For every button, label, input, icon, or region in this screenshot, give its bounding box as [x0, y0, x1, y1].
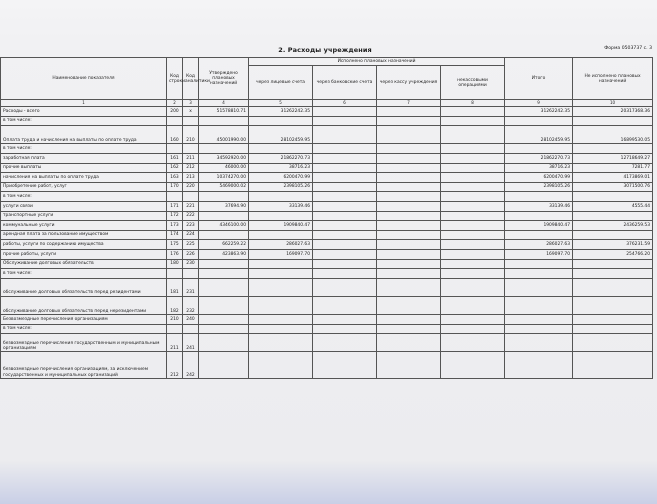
row-name: обслуживание долговых обязательств перед резидентами — [1, 278, 167, 296]
row-via-personal: 6200470.99 — [249, 173, 313, 183]
row-line-code: 161 — [167, 153, 183, 163]
row-via-cash — [377, 352, 441, 379]
row-via-cash — [377, 324, 441, 334]
row-approved: 5469000.02 — [199, 182, 249, 192]
col-name-header: Наименование показателя — [1, 58, 167, 100]
row-total — [505, 315, 573, 325]
row-non-cash — [441, 182, 505, 192]
row-approved: 662259.22 — [199, 240, 249, 250]
column-index-cell: 10 — [573, 100, 653, 107]
row-via-personal: 28102459.95 — [249, 126, 313, 144]
row-total: 1909840.47 — [505, 221, 573, 231]
row-via-personal: 38716.23 — [249, 163, 313, 173]
row-via-cash — [377, 126, 441, 144]
row-approved — [199, 324, 249, 334]
row-via-personal — [249, 324, 313, 334]
row-analytic-code: 221 — [183, 201, 199, 211]
row-approved — [199, 269, 249, 279]
expenses-table — [0, 57, 653, 379]
table-row — [1, 352, 653, 379]
row-analytic-code — [183, 192, 199, 202]
row-approved: 45001990.00 — [199, 126, 249, 144]
row-via-bank — [313, 126, 377, 144]
row-via-bank — [313, 249, 377, 259]
row-via-bank — [313, 221, 377, 231]
row-via-personal — [249, 116, 313, 126]
row-total — [505, 278, 573, 296]
row-via-bank — [313, 230, 377, 240]
row-via-personal — [249, 296, 313, 314]
column-index-cell: 1 — [1, 100, 167, 107]
row-approved — [199, 116, 249, 126]
row-total: 2398105.26 — [505, 182, 573, 192]
row-analytic-code: 232 — [183, 296, 199, 314]
row-approved — [199, 192, 249, 202]
row-via-cash — [377, 296, 441, 314]
row-via-bank — [313, 153, 377, 163]
row-line-code: 200 — [167, 107, 183, 117]
table-row — [1, 173, 653, 183]
table-row — [1, 259, 653, 269]
col-via-personal-header: через лицевые счета — [249, 66, 313, 100]
row-total — [505, 352, 573, 379]
row-name: коммунальные услуги — [1, 221, 167, 231]
row-non-cash — [441, 201, 505, 211]
row-line-code: 212 — [167, 352, 183, 379]
column-index-cell: 9 — [505, 100, 573, 107]
row-line-code: 174 — [167, 230, 183, 240]
row-non-cash — [441, 126, 505, 144]
row-not-executed — [573, 296, 653, 314]
row-line-code: 163 — [167, 173, 183, 183]
table-row — [1, 334, 653, 352]
row-name: прочие работы, услуги — [1, 249, 167, 259]
row-name: Обслуживание долговых обязательств — [1, 259, 167, 269]
row-approved — [199, 211, 249, 221]
row-name: безвозмездные перечисления организациям, за исключением государственных и муниципальных организаций — [1, 352, 167, 379]
row-via-personal — [249, 192, 313, 202]
row-name: в том числе: — [1, 144, 167, 154]
row-not-executed: 254766.20 — [573, 249, 653, 259]
row-via-cash — [377, 192, 441, 202]
row-via-bank — [313, 278, 377, 296]
row-not-executed: 4555.44 — [573, 201, 653, 211]
col-executed-group-header: Исполнено плановых назначений — [249, 58, 505, 66]
row-name: безвозмездные перечисления государственным и муниципальным организациям — [1, 334, 167, 352]
row-via-personal — [249, 352, 313, 379]
row-via-personal — [249, 211, 313, 221]
table-row — [1, 278, 653, 296]
row-name: услуги связи — [1, 201, 167, 211]
row-line-code: 173 — [167, 221, 183, 231]
row-line-code: 180 — [167, 259, 183, 269]
row-name: прочие выплаты — [1, 163, 167, 173]
row-total: 28102459.95 — [505, 126, 573, 144]
row-line-code: 171 — [167, 201, 183, 211]
table-row — [1, 240, 653, 250]
column-index-cell: 5 — [249, 100, 313, 107]
table-row — [1, 192, 653, 202]
row-via-bank — [313, 240, 377, 250]
row-line-code — [167, 192, 183, 202]
table-row — [1, 315, 653, 325]
row-non-cash — [441, 296, 505, 314]
row-name: в том числе: — [1, 116, 167, 126]
row-analytic-code: 226 — [183, 249, 199, 259]
row-via-personal: 33139.46 — [249, 201, 313, 211]
row-non-cash — [441, 144, 505, 154]
row-non-cash — [441, 230, 505, 240]
table-row — [1, 182, 653, 192]
row-line-code — [167, 269, 183, 279]
row-line-code — [167, 144, 183, 154]
row-not-executed: 12718649.27 — [573, 153, 653, 163]
row-total — [505, 211, 573, 221]
row-via-cash — [377, 201, 441, 211]
row-analytic-code — [183, 144, 199, 154]
row-analytic-code: x — [183, 107, 199, 117]
row-non-cash — [441, 173, 505, 183]
row-total: 286027.63 — [505, 240, 573, 250]
row-via-bank — [313, 182, 377, 192]
row-approved: 4346100.00 — [199, 221, 249, 231]
row-analytic-code: 211 — [183, 153, 199, 163]
row-via-bank — [313, 296, 377, 314]
row-name: обслуживание долговых обязательств перед нерезидентами — [1, 296, 167, 314]
row-line-code: 160 — [167, 126, 183, 144]
row-not-executed — [573, 324, 653, 334]
row-via-cash — [377, 211, 441, 221]
column-index-cell: 2 — [167, 100, 183, 107]
row-approved: 51578810.71 — [199, 107, 249, 117]
row-via-bank — [313, 201, 377, 211]
row-via-personal: 286027.63 — [249, 240, 313, 250]
row-line-code — [167, 116, 183, 126]
col-approved-header: Утверждено плановых назначений — [199, 58, 249, 100]
row-via-personal — [249, 334, 313, 352]
row-via-bank — [313, 324, 377, 334]
row-approved — [199, 315, 249, 325]
row-not-executed: 376231.59 — [573, 240, 653, 250]
table-row — [1, 153, 653, 163]
col-via-bank-header: через банковские счета — [313, 66, 377, 100]
row-via-personal: 21862270.73 — [249, 153, 313, 163]
row-non-cash — [441, 249, 505, 259]
row-via-bank — [313, 259, 377, 269]
row-total — [505, 230, 573, 240]
row-non-cash — [441, 221, 505, 231]
row-non-cash — [441, 116, 505, 126]
row-analytic-code: 222 — [183, 211, 199, 221]
row-non-cash — [441, 269, 505, 279]
row-line-code: 211 — [167, 334, 183, 352]
row-total — [505, 334, 573, 352]
row-analytic-code: 241 — [183, 334, 199, 352]
row-via-personal: 169097.70 — [249, 249, 313, 259]
row-via-cash — [377, 315, 441, 325]
row-non-cash — [441, 211, 505, 221]
row-approved — [199, 144, 249, 154]
row-via-cash — [377, 153, 441, 163]
column-index-cell: 7 — [377, 100, 441, 107]
row-analytic-code: 230 — [183, 259, 199, 269]
row-non-cash — [441, 259, 505, 269]
table-row — [1, 249, 653, 259]
row-line-code — [167, 324, 183, 334]
row-total: 169097.70 — [505, 249, 573, 259]
row-line-code: 170 — [167, 182, 183, 192]
row-name: начисления на выплаты по оплате труда — [1, 173, 167, 183]
row-name: Оплата труда и начисления на выплаты по оплате труда — [1, 126, 167, 144]
row-analytic-code: 213 — [183, 173, 199, 183]
table-row — [1, 201, 653, 211]
row-via-bank — [313, 107, 377, 117]
row-approved: 46000.00 — [199, 163, 249, 173]
row-via-cash — [377, 116, 441, 126]
row-not-executed — [573, 192, 653, 202]
row-total — [505, 324, 573, 334]
table-row — [1, 211, 653, 221]
row-name: работы, услуги по содержанию имущества — [1, 240, 167, 250]
col-analytic-code-header: Код аналитики — [183, 58, 199, 100]
row-analytic-code: 231 — [183, 278, 199, 296]
row-name: Безвозмездные перечисления организациям — [1, 315, 167, 325]
row-line-code: 176 — [167, 249, 183, 259]
row-via-cash — [377, 221, 441, 231]
table-body — [1, 107, 653, 379]
row-not-executed — [573, 334, 653, 352]
row-line-code: 175 — [167, 240, 183, 250]
table-row — [1, 230, 653, 240]
page-title: 2. Расходы учреждения — [278, 46, 372, 54]
row-via-personal: 31262242.35 — [249, 107, 313, 117]
row-via-cash — [377, 163, 441, 173]
row-not-executed — [573, 211, 653, 221]
row-via-personal: 1909840.47 — [249, 221, 313, 231]
row-via-cash — [377, 269, 441, 279]
row-non-cash — [441, 107, 505, 117]
row-via-cash — [377, 334, 441, 352]
row-non-cash — [441, 334, 505, 352]
row-analytic-code — [183, 324, 199, 334]
column-index-row — [1, 100, 653, 107]
table-row — [1, 269, 653, 279]
col-via-cash-header: через кассу учреждения — [377, 66, 441, 100]
table-row — [1, 163, 653, 173]
row-line-code: 210 — [167, 315, 183, 325]
row-via-cash — [377, 107, 441, 117]
column-index-cell: 8 — [441, 100, 505, 107]
row-analytic-code: 224 — [183, 230, 199, 240]
row-total — [505, 259, 573, 269]
row-analytic-code: 225 — [183, 240, 199, 250]
row-via-bank — [313, 173, 377, 183]
table-row — [1, 107, 653, 117]
row-non-cash — [441, 352, 505, 379]
row-not-executed: 16899530.05 — [573, 126, 653, 144]
row-not-executed — [573, 144, 653, 154]
row-via-bank — [313, 352, 377, 379]
row-via-bank — [313, 192, 377, 202]
row-via-cash — [377, 144, 441, 154]
row-analytic-code: 223 — [183, 221, 199, 231]
row-name: арендная плата за пользование имуществом — [1, 230, 167, 240]
table-row — [1, 126, 653, 144]
row-via-bank — [313, 269, 377, 279]
row-not-executed — [573, 269, 653, 279]
row-non-cash — [441, 324, 505, 334]
row-not-executed: 20317368.36 — [573, 107, 653, 117]
row-via-personal — [249, 259, 313, 269]
row-not-executed: 4173869.01 — [573, 173, 653, 183]
row-total — [505, 269, 573, 279]
row-name: Приобретение работ, услуг — [1, 182, 167, 192]
row-via-personal — [249, 144, 313, 154]
row-approved — [199, 278, 249, 296]
row-via-personal — [249, 269, 313, 279]
row-total: 21862270.73 — [505, 153, 573, 163]
form-number: Форма 0503737 с. 3 — [604, 46, 652, 51]
row-via-personal — [249, 230, 313, 240]
row-non-cash — [441, 192, 505, 202]
row-approved: 37694.90 — [199, 201, 249, 211]
row-not-executed — [573, 315, 653, 325]
col-not-executed-header: Не исполнено плановых назначений — [573, 58, 653, 100]
row-non-cash — [441, 278, 505, 296]
row-approved — [199, 334, 249, 352]
row-not-executed: 3071500.76 — [573, 182, 653, 192]
row-via-cash — [377, 278, 441, 296]
col-line-code-header: Код строки — [167, 58, 183, 100]
row-line-code: 172 — [167, 211, 183, 221]
row-analytic-code: 242 — [183, 352, 199, 379]
row-not-executed — [573, 230, 653, 240]
row-analytic-code: 240 — [183, 315, 199, 325]
row-not-executed — [573, 259, 653, 269]
row-non-cash — [441, 163, 505, 173]
row-total — [505, 116, 573, 126]
row-name: в том числе: — [1, 192, 167, 202]
row-total: 31262242.35 — [505, 107, 573, 117]
column-index-cell: 6 — [313, 100, 377, 107]
row-non-cash — [441, 153, 505, 163]
row-name: Расходы - всего — [1, 107, 167, 117]
row-non-cash — [441, 315, 505, 325]
row-name: в том числе: — [1, 324, 167, 334]
row-not-executed — [573, 278, 653, 296]
table-row — [1, 296, 653, 314]
row-total: 33139.46 — [505, 201, 573, 211]
table-row — [1, 221, 653, 231]
row-via-personal: 2398105.26 — [249, 182, 313, 192]
row-line-code: 162 — [167, 163, 183, 173]
row-via-bank — [313, 211, 377, 221]
row-approved — [199, 296, 249, 314]
row-via-cash — [377, 230, 441, 240]
row-via-personal — [249, 278, 313, 296]
table-header — [1, 58, 653, 107]
row-approved: 423863.90 — [199, 249, 249, 259]
row-analytic-code: 210 — [183, 126, 199, 144]
row-via-bank — [313, 163, 377, 173]
row-approved — [199, 230, 249, 240]
col-non-cash-header: некассовыми операциями — [441, 66, 505, 100]
row-total — [505, 144, 573, 154]
row-non-cash — [441, 240, 505, 250]
table-row — [1, 116, 653, 126]
row-via-cash — [377, 259, 441, 269]
row-via-bank — [313, 315, 377, 325]
row-via-cash — [377, 182, 441, 192]
row-not-executed: 2436259.53 — [573, 221, 653, 231]
row-name: заработная плата — [1, 153, 167, 163]
row-via-cash — [377, 249, 441, 259]
row-approved — [199, 352, 249, 379]
row-total — [505, 296, 573, 314]
row-via-bank — [313, 144, 377, 154]
row-analytic-code — [183, 269, 199, 279]
row-via-personal — [249, 315, 313, 325]
row-via-bank — [313, 116, 377, 126]
row-not-executed — [573, 116, 653, 126]
row-via-cash — [377, 173, 441, 183]
row-name: транспортные услуги — [1, 211, 167, 221]
row-total: 6200470.99 — [505, 173, 573, 183]
row-analytic-code: 212 — [183, 163, 199, 173]
row-approved: 34592920.00 — [199, 153, 249, 163]
row-analytic-code — [183, 116, 199, 126]
column-index-cell: 4 — [199, 100, 249, 107]
row-total — [505, 192, 573, 202]
table-row — [1, 324, 653, 334]
row-not-executed: 7281.77 — [573, 163, 653, 173]
row-total: 38716.23 — [505, 163, 573, 173]
row-via-cash — [377, 240, 441, 250]
column-index-cell: 3 — [183, 100, 199, 107]
row-approved — [199, 259, 249, 269]
row-approved: 10374270.00 — [199, 173, 249, 183]
table-row — [1, 144, 653, 154]
row-analytic-code: 220 — [183, 182, 199, 192]
row-line-code: 182 — [167, 296, 183, 314]
col-total-header: Итого — [505, 58, 573, 100]
row-not-executed — [573, 352, 653, 379]
row-line-code: 181 — [167, 278, 183, 296]
row-via-bank — [313, 334, 377, 352]
row-name: в том числе: — [1, 269, 167, 279]
